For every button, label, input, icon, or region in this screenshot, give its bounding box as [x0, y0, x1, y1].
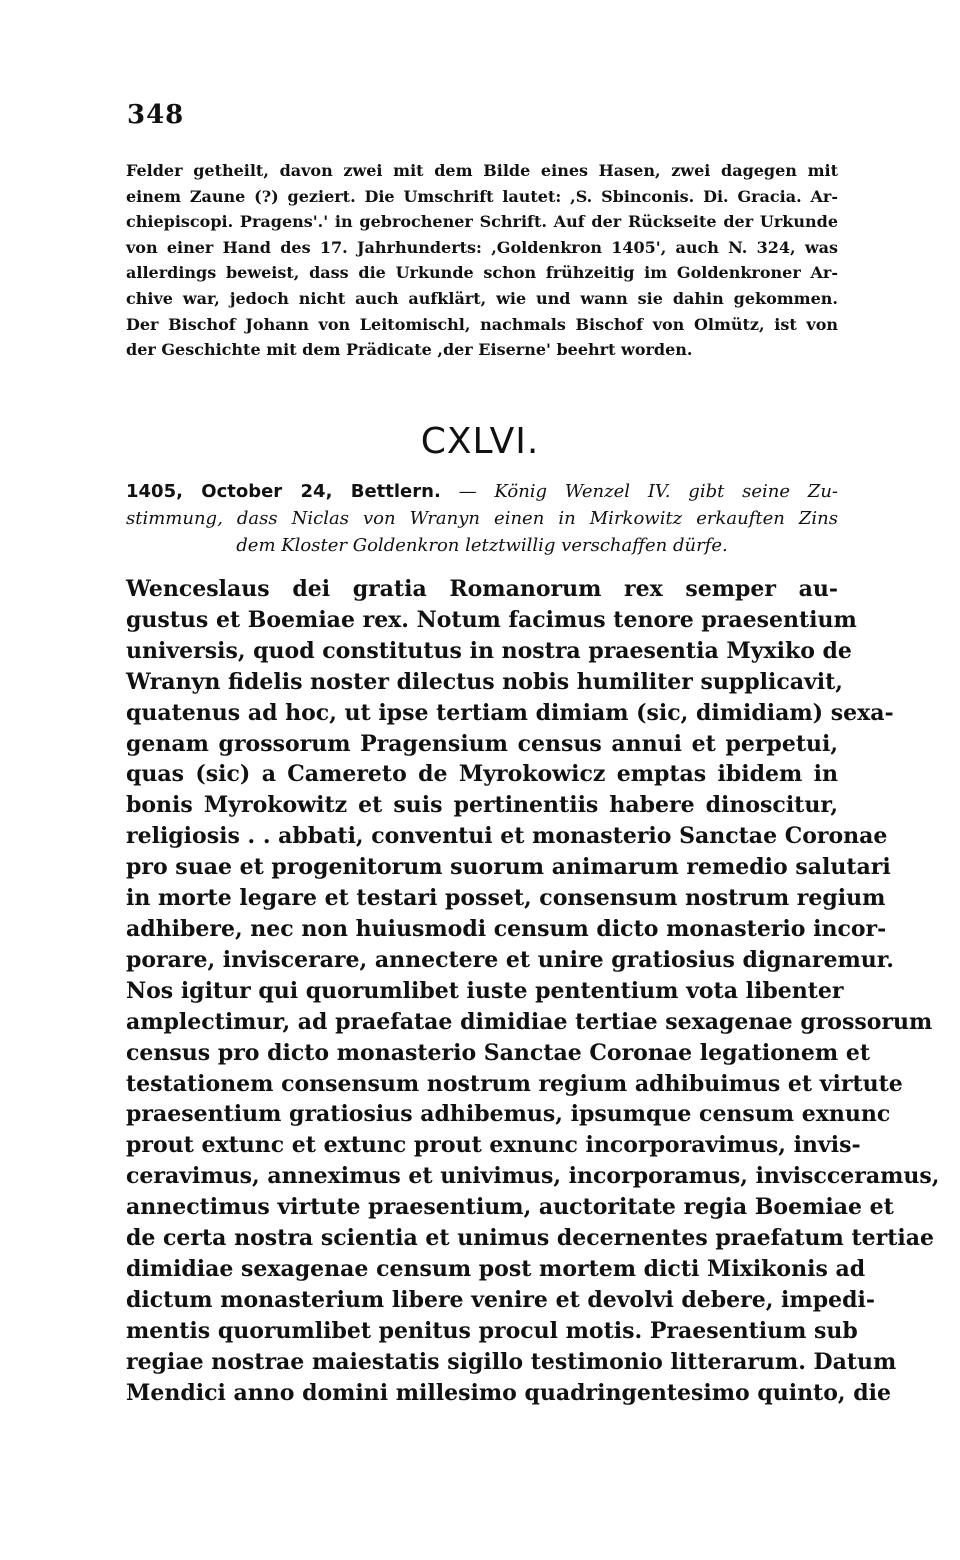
text-line: Wenceslaus dei gratia Romanorum rex semper au- [126, 576, 838, 602]
text-line: porare, inviscerare, annectere et unire gratiosius dignaremur. [126, 946, 894, 973]
text-line: praesentium gratiosius adhibemus, ipsumque censum exnunc [126, 1101, 891, 1128]
text-line: pro suae et progenitorum suorum animarum remedio salutari [126, 854, 891, 881]
regest-block [126, 478, 838, 559]
footnote-line: einem Zaune (?) geziert. Die Umschrift lautet: ,S. Sbinconis. Di. Gracia. Ar- [126, 186, 838, 206]
footnote-line: chiepiscopi. Pragens'.' in gebrochener Schrift. Auf der Rückseite der Urkunde [126, 212, 838, 232]
text-line: gustus et Boemiae rex. Notum facimus tenore praesentium [126, 606, 857, 633]
charter-text [126, 574, 940, 1408]
summary-part-1: König Wenzel IV. gibt seine Zu- [494, 481, 838, 502]
footnote-line: Felder getheilt, davon zwei mit dem Bilde eines Hasen, zwei dagegen mit [126, 161, 838, 180]
footnote-block [126, 158, 838, 363]
text-line: Mendici anno domini millesimo quadringentesimo quinto, die [126, 1379, 891, 1406]
text-line: bonis Myrokowitz et suis pertinentiis habere dinoscitur, [126, 792, 838, 819]
text-line: quatenus ad hoc, ut ipse tertiam dimiam (sic, dimidiam) sexa- [126, 699, 894, 726]
footnote-line: der Geschichte mit dem Prädicate ,der Eiserne' beehrt worden. [126, 340, 693, 360]
text-line: in morte legare et testari posset, consensum nostrum regium [126, 885, 886, 912]
footnote-line: allerdings beweist, dass die Urkunde schon frühzeitig im Goldenkroner Ar- [126, 263, 838, 283]
text-line: universis, quod constitutus in nostra praesentia Myxiko de [126, 637, 852, 664]
footnote-line: von einer Hand des 17. Jahrhunderts: ,Goldenkron 1405', auch N. 324, was [126, 237, 838, 257]
text-line: annectimus virtute praesentium, auctoritate regia Boemiae et [126, 1194, 894, 1221]
text-line: adhibere, nec non huiusmodi censum dicto monasterio incor- [126, 915, 887, 942]
footnote-line: Der Bischof Johann von Leitomischl, nachmals Bischof von Olmütz, ist von [126, 314, 838, 334]
text-line: genam grossorum Pragensium census annui et perpetui, [126, 730, 838, 757]
page-number: 348 [127, 100, 185, 130]
text-line: quas (sic) a Camereto de Myrokowicz emptas ibidem in [126, 761, 838, 788]
summary-part-3: dem Kloster Goldenkron letztwillig verschaffen dürfe. [236, 535, 728, 556]
text-line: prout extunc et extunc prout exnunc incorporavimus, invis- [126, 1132, 861, 1159]
document-number-heading: CXLVI. [420, 421, 540, 462]
text-line: ceravimus, anneximus et univimus, incorporamus, inviscceramus, [126, 1163, 940, 1190]
text-line: dictum monasterium libere venire et devolvi debere, impedi- [126, 1286, 875, 1313]
text-line: Wranyn fidelis noster dilectus nobis humiliter supplicavit, [126, 668, 843, 695]
text-line: testationem consensum nostrum regium adhibuimus et virtute [126, 1070, 903, 1097]
text-line: Nos igitur qui quorumlibet iuste pententium vota libenter [126, 977, 844, 1004]
summary-part-2: stimmung, dass Niclas von Wranyn einen in Mirkowitz erkauften Zins [126, 508, 838, 529]
regest-line-1 [126, 478, 838, 505]
text-line: de certa nostra scientia et unimus decernentes praefatum tertiae [126, 1225, 934, 1252]
text-line: census pro dicto monasterio Sanctae Coronae legationem et [126, 1039, 871, 1066]
dash: — [458, 481, 477, 502]
text-line: dimidiae sexagenae censum post mortem dicti Mixikonis ad [126, 1255, 866, 1282]
text-line: regiae nostrae maiestatis sigillo testimonio litterarum. Datum [126, 1348, 897, 1375]
text-line: amplectimur, ad praefatae dimidiae tertiae sexagenae grossorum [126, 1008, 933, 1035]
text-line: mentis quorumlibet penitus procul motis. Praesentium sub [126, 1317, 858, 1344]
footnote-line: chive war, jedoch nicht auch aufklärt, wie und wann sie dahin gekommen. [126, 288, 838, 308]
text-line: religiosis . . abbati, conventui et monasterio Sanctae Coronae [126, 823, 888, 850]
dateline: 1405, October 24, Bettlern. [126, 481, 441, 502]
